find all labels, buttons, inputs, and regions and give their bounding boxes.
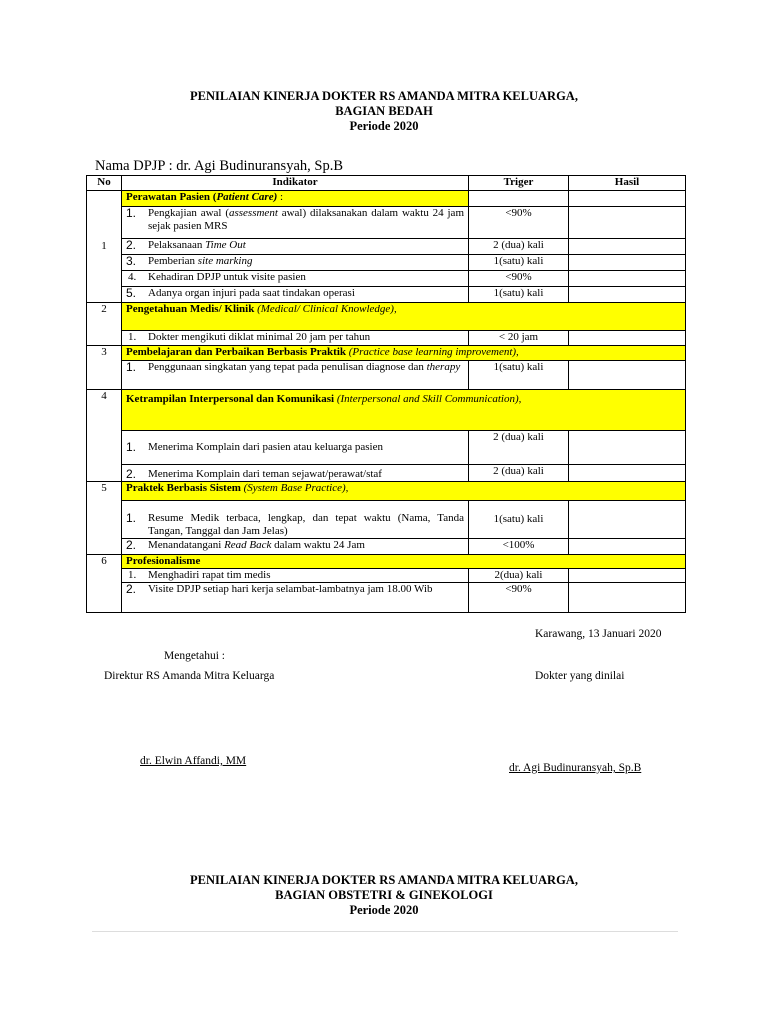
title-line-1: PENILAIAN KINERJA DOKTER RS AMANDA MITRA KELUARGA, <box>190 89 578 103</box>
table-row <box>87 539 686 555</box>
indikator-cell: 1. Penggunaan singkatan yang tepat pada penulisan diagnose dan therapy <box>122 361 469 390</box>
indikator-cell: 1. Pengkajian awal (assessment awal) dilaksanakan dalam waktu 24 jam sejak pasien MRS <box>122 207 469 239</box>
header-hasil: Hasil <box>569 176 686 191</box>
table-row <box>87 255 686 271</box>
evaluation-table <box>86 175 686 613</box>
section-number: 6 <box>87 555 122 613</box>
indikator-cell: 3. Pemberian site marking <box>122 255 469 271</box>
doctor-title: Dokter yang dinilai <box>535 670 625 682</box>
section-row <box>87 346 686 361</box>
section-number: 3 <box>87 346 122 390</box>
section-row <box>87 191 686 207</box>
title-line-2: BAGIAN BEDAH <box>335 104 433 118</box>
place-date: Karawang, 13 Januari 2020 <box>535 628 662 640</box>
hasil-cell[interactable] <box>569 539 686 555</box>
table-row <box>87 207 686 239</box>
section-title: Perawatan Pasien (Patient Care) : <box>122 191 469 207</box>
title-2-line-3: Periode 2020 <box>349 903 419 917</box>
hasil-cell[interactable] <box>569 361 686 390</box>
table-row <box>87 501 686 539</box>
hasil-cell[interactable] <box>569 287 686 303</box>
director-title: Direktur RS Amanda Mitra Keluarga <box>104 670 275 682</box>
title-2-line-1: PENILAIAN KINERJA DOKTER RS AMANDA MITRA KELUARGA, <box>190 873 578 887</box>
indikator-cell: 2. Menerima Komplain dari teman sejawat/perawat/staf <box>122 465 469 482</box>
triger-cell: <100% <box>469 539 569 555</box>
header-indikator: Indikator <box>122 176 469 191</box>
mengetahui-label: Mengetahui : <box>164 650 225 662</box>
section-title: Profesionalisme <box>122 555 686 569</box>
header-triger: Triger <box>469 176 569 191</box>
hasil-cell[interactable] <box>569 207 686 239</box>
indikator-cell: 1. Resume Medik terbaca, lengkap, dan tepat waktu (Nama, Tanda Tangan, Tanggal dan Jam Jelas) <box>122 501 469 539</box>
indikator-cell: 2. Pelaksanaan Time Out <box>122 239 469 255</box>
hasil-cell[interactable] <box>569 239 686 255</box>
hasil-cell[interactable] <box>569 583 686 613</box>
triger-cell: 1(satu) kali <box>469 255 569 271</box>
table-row <box>87 239 686 255</box>
header-no: No <box>87 176 122 191</box>
hasil-cell[interactable] <box>569 431 686 465</box>
document-title <box>0 89 768 134</box>
table-row <box>87 287 686 303</box>
section-title: Praktek Berbasis Sistem (System Base Practice), <box>122 482 686 501</box>
section-row <box>87 303 686 331</box>
triger-cell: 1(satu) kali <box>469 361 569 390</box>
hasil-cell[interactable] <box>569 501 686 539</box>
table-row <box>87 331 686 346</box>
table-row <box>87 583 686 613</box>
section-number: 2 <box>87 303 122 346</box>
indikator-cell: 1. Menerima Komplain dari pasien atau keluarga pasien <box>122 431 469 465</box>
triger-cell: 1(satu) kali <box>469 501 569 539</box>
triger-cell: 2 (dua) kali <box>469 239 569 255</box>
triger-cell: 2 (dua) kali <box>469 465 569 482</box>
section-row <box>87 555 686 569</box>
indikator-cell: 2. Visite DPJP setiap hari kerja selambat-lambatnya jam 18.00 Wib <box>122 583 469 613</box>
indikator-cell: 4. Kehadiran DPJP untuk visite pasien <box>122 271 469 287</box>
section-title: Ketrampilan Interpersonal dan Komunikasi (Interpersonal and Skill Communication), <box>122 390 686 431</box>
hasil-cell[interactable] <box>569 271 686 287</box>
indikator-cell: 5. Adanya organ injuri pada saat tindakan operasi <box>122 287 469 303</box>
triger-cell: 2 (dua) kali <box>469 431 569 465</box>
hasil-cell[interactable] <box>569 331 686 346</box>
hasil-cell[interactable] <box>569 465 686 482</box>
page-divider <box>92 931 678 932</box>
table-row <box>87 361 686 390</box>
table-header-row <box>87 176 686 191</box>
triger-cell: < 20 jam <box>469 331 569 346</box>
table-row <box>87 569 686 583</box>
doctor-name: dr. Agi Budinuransyah, Sp.B <box>509 762 642 774</box>
document-title-2 <box>0 873 768 918</box>
triger-cell: <90% <box>469 583 569 613</box>
hasil-cell[interactable] <box>569 569 686 583</box>
table-row <box>87 271 686 287</box>
section-row <box>87 390 686 431</box>
section-title: Pengetahuan Medis/ Klinik (Medical/ Clinical Knowledge), <box>122 303 686 331</box>
director-name: dr. Elwin Affandi, MM <box>140 755 247 767</box>
indikator-cell: 1. Menghadiri rapat tim medis <box>122 569 469 583</box>
indikator-cell: 2. Menandatangani Read Back dalam waktu 24 Jam <box>122 539 469 555</box>
hasil-cell[interactable] <box>569 255 686 271</box>
section-row <box>87 482 686 501</box>
section-number: 5 <box>87 482 122 555</box>
section-number: 1 <box>87 191 122 303</box>
indikator-cell: 1. Dokter mengikuti diklat minimal 20 jam per tahun <box>122 331 469 346</box>
nama-dpjp: Nama DPJP : dr. Agi Budinuransyah, Sp.B <box>95 158 343 174</box>
section-title: Pembelajaran dan Perbaikan Berbasis Praktik (Practice base learning improvement), <box>122 346 686 361</box>
section-number: 4 <box>87 390 122 482</box>
triger-cell: 2(dua) kali <box>469 569 569 583</box>
triger-cell: 1(satu) kali <box>469 287 569 303</box>
table-row <box>87 431 686 465</box>
title-line-3: Periode 2020 <box>349 119 419 133</box>
table-row <box>87 465 686 482</box>
title-2-line-2: BAGIAN OBSTETRI & GINEKOLOGI <box>275 888 493 902</box>
triger-cell: <90% <box>469 207 569 239</box>
triger-cell: <90% <box>469 271 569 287</box>
